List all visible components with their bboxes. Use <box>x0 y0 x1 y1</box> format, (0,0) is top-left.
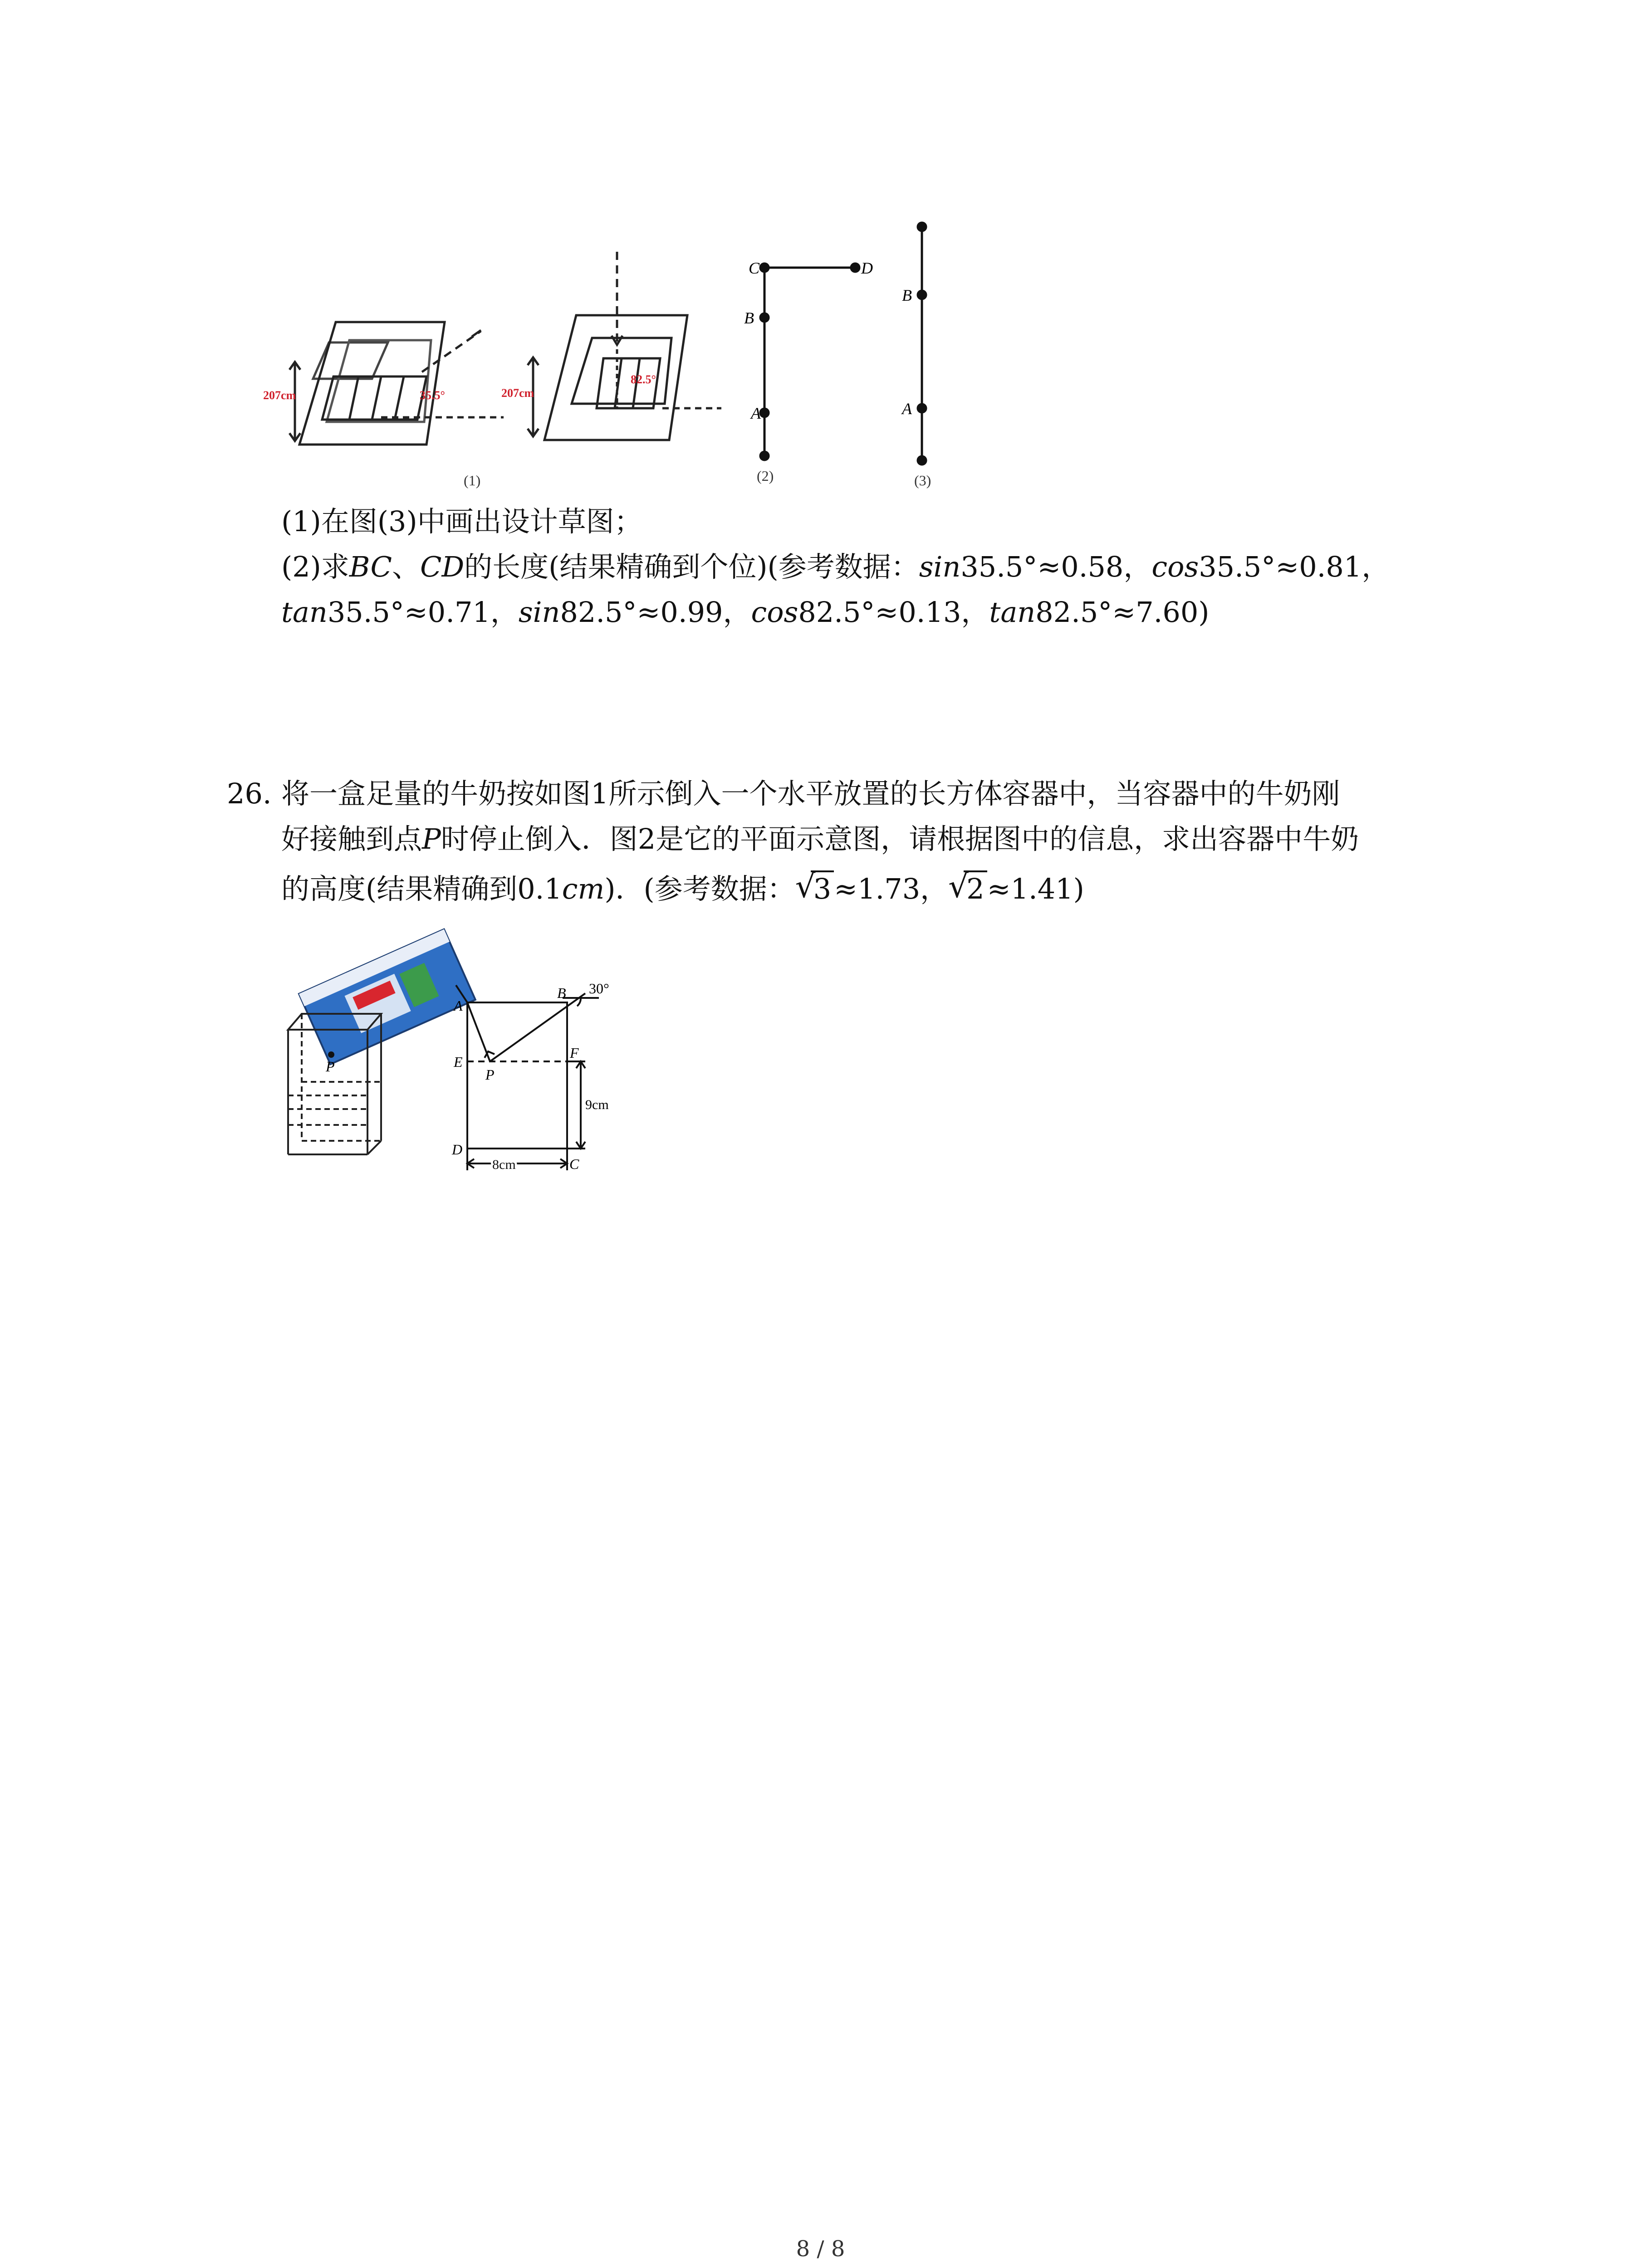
q25-figure-2 <box>760 264 859 460</box>
text-fragment: 35.5°≈0.71， <box>327 596 519 629</box>
q25-fig3-B: B <box>902 286 912 304</box>
q25-fig2-A: A <box>751 404 761 422</box>
text-fragment: 35.5°≈0.58， <box>960 550 1152 583</box>
q26-text-line2 <box>281 816 1359 862</box>
q26-fig2-angle: 30° <box>589 980 609 997</box>
q25-figure-3 <box>918 223 926 464</box>
q26-fig2-F: F <box>570 1045 579 1061</box>
text-fragment: 35.5°≈0.81， <box>1199 550 1390 583</box>
q26-fig2-P: P <box>485 1066 495 1083</box>
fn-sin: sin <box>919 550 961 583</box>
fn-sin: sin <box>518 596 560 629</box>
q25-fig3-caption: (3) <box>914 472 931 489</box>
q25-fig2-D: D <box>861 259 873 277</box>
q25-fig3-A: A <box>902 400 912 418</box>
text-fragment: 82.5°≈7.60) <box>1035 596 1210 629</box>
q25-fig2-B: B <box>744 309 754 327</box>
var-CD: CD <box>420 550 465 583</box>
q25-figure-1b <box>528 252 721 440</box>
fn-tan: tan <box>281 596 328 629</box>
sqrt-3: √ 3 <box>795 866 834 912</box>
q26-fig2-E: E <box>454 1054 463 1070</box>
fn-cos: cos <box>1151 550 1199 583</box>
sqrt-2: √ 2 <box>948 866 987 912</box>
q26-text-line1: 将一盒足量的牛奶按如图1所示倒入一个水平放置的长方体容器中，当容器中的牛奶刚 <box>281 777 1340 810</box>
q25-figure-1 <box>289 322 504 445</box>
q26-fig2-D: D <box>452 1141 463 1158</box>
q26-fig2-C: C <box>569 1156 579 1172</box>
text-fragment: 82.5°≈0.13， <box>798 596 989 629</box>
var-P: P <box>422 822 441 855</box>
q26-fig1-P: P <box>326 1058 335 1075</box>
q25-fig2-C: C <box>749 259 760 277</box>
q26-fig2-B: B <box>557 985 566 1001</box>
q25-fig2-caption: (2) <box>757 468 774 484</box>
q25-fig1b-angle-label: 82.5° <box>631 373 656 386</box>
page-number: 8 / 8 <box>796 2236 845 2262</box>
q26-fig2-A: A <box>454 997 463 1014</box>
fn-tan: tan <box>989 596 1036 629</box>
q26-fig2-width: 8cm <box>492 1157 516 1172</box>
text-fragment: )．(参考数据： <box>604 872 795 905</box>
q26-figure-1 <box>288 929 475 1154</box>
text-fragment: (2)求 <box>281 550 349 583</box>
unit-cm: cm <box>562 872 605 905</box>
text-fragment: 时停止倒入．图2是它的平面示意图，请根据图中的信息，求出容器中牛奶 <box>441 822 1359 855</box>
q25-figures <box>254 209 1025 508</box>
text-fragment: 、 <box>392 550 420 583</box>
text-fragment: 的长度(结果精确到个位)(参考数据： <box>464 550 919 583</box>
var-BC: BC <box>349 550 392 583</box>
q26-text-line3 <box>281 866 1084 912</box>
q26-figures <box>272 925 681 1188</box>
q25-part1-text: (1)在图(3)中画出设计草图； <box>281 505 642 538</box>
text-fragment: 好接触到点 <box>281 822 422 855</box>
q25-part2-text <box>281 544 1390 590</box>
q25-fig1-caption: (1) <box>464 472 481 489</box>
fn-cos: cos <box>751 596 798 629</box>
q26-figure-2 <box>456 985 599 1170</box>
q25-fig1b-height-label: 207cm <box>501 386 534 400</box>
q26-fig2-height: 9cm <box>585 1097 609 1112</box>
q25-fig1-angle-label: 35.5° <box>420 389 445 402</box>
q25-reference-data-text <box>281 590 1209 635</box>
text-fragment: 82.5°≈0.99， <box>560 596 751 629</box>
q26-number: 26. <box>227 777 272 810</box>
text-fragment: ≈1.41) <box>987 872 1084 905</box>
text-fragment: ≈1.73， <box>834 872 949 905</box>
text-fragment: 的高度(结果精确到0.1 <box>281 872 562 905</box>
q25-fig1-height-label: 207cm <box>263 389 296 402</box>
